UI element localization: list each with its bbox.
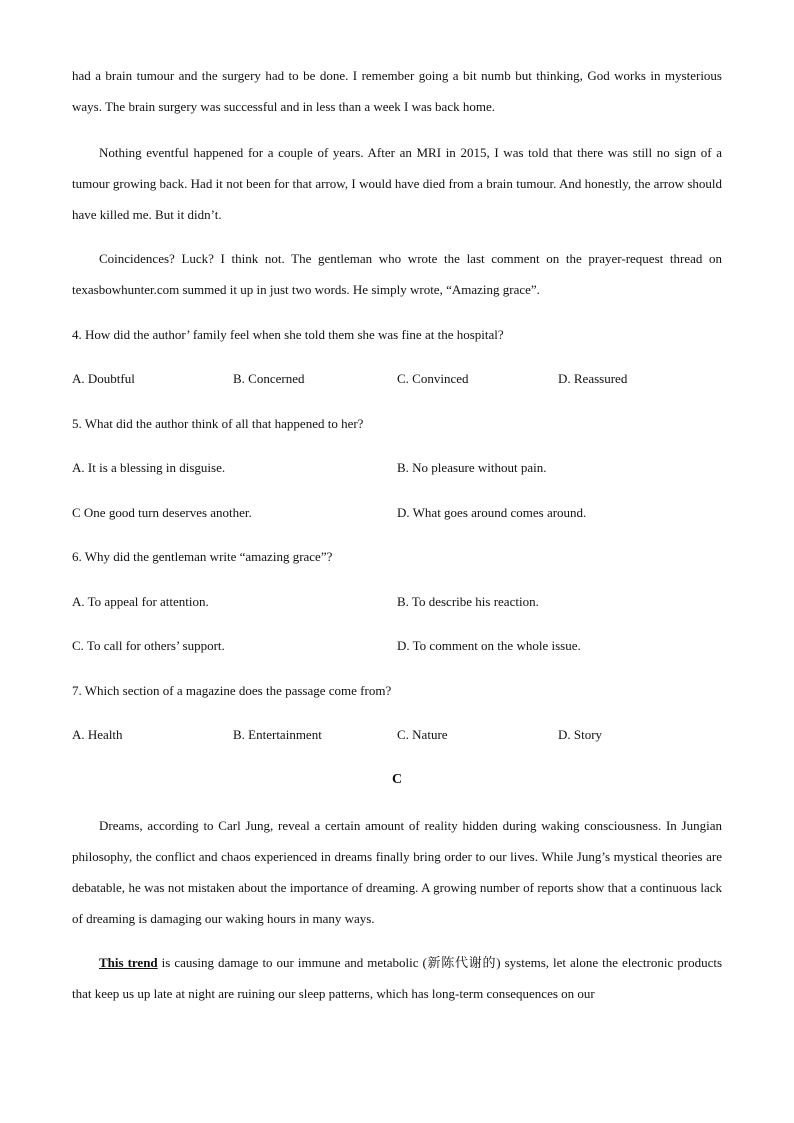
question-5-option-b[interactable]: B. No pleasure without pain. xyxy=(397,460,547,475)
question-7-option-d[interactable]: D. Story xyxy=(558,727,603,742)
section-c-heading: C xyxy=(391,772,403,787)
question-5-stem: 5. What did the author think of all that happened to her? xyxy=(72,416,364,431)
question-4-option-c[interactable]: C. Convinced xyxy=(397,371,469,386)
question-6-stem: 6. Why did the gentleman write “amazing grace”? xyxy=(72,549,333,564)
question-6-option-b[interactable]: B. To describe his reaction. xyxy=(397,594,539,609)
section-c-paragraph-2-text: is causing damage to our immune and metabolic (新陈代谢的) systems, let alone the electronic products that keep us up late at night are ruining our sleep patterns, which has long-term consequences on our xyxy=(72,955,723,1001)
passage-paragraph-3 xyxy=(72,243,722,305)
question-7-option-c[interactable]: C. Nature xyxy=(397,727,448,742)
question-7-stem: 7. Which section of a magazine does the passage come from? xyxy=(72,683,392,698)
section-c-paragraph-2 xyxy=(72,947,722,1009)
section-c-paragraph-1 xyxy=(72,810,722,934)
question-4-option-d[interactable]: D. Reassured xyxy=(558,371,628,386)
question-7-option-b[interactable]: B. Entertainment xyxy=(233,727,322,742)
section-c-paragraph-1-text: Dreams, according to Carl Jung, reveal a certain amount of reality hidden during waking consciousness. In Jungian philosophy, the conflict and chaos experienced in dreams finally bring order to our lives. While Jung’s mystical theories are debatable, he was not mistaken about the importance of dreaming. A growing number of reports show that a continuous lack of dreaming is damaging our waking hours in many ways. xyxy=(72,818,722,926)
passage-paragraph-3-text: Coincidences? Luck? I think not. The gentleman who wrote the last comment on the prayer-request thread on texasbowhunter.com summed it up in just two words. He simply wrote, “Amazing grace”. xyxy=(72,251,722,297)
passage-paragraph-2-text: Nothing eventful happened for a couple of years. After an MRI in 2015, I was told that there was still no sign of a tumour growing back. Had it not been for that arrow, I would have died from a brain tumour. And honestly, the arrow should have killed me. But it didn’t. xyxy=(72,145,722,222)
question-6-option-a[interactable]: A. To appeal for attention. xyxy=(72,594,209,609)
question-5-option-d[interactable]: D. What goes around comes around. xyxy=(397,505,587,520)
question-5-option-c[interactable]: C One good turn deserves another. xyxy=(72,505,252,520)
question-4-option-b[interactable]: B. Concerned xyxy=(233,371,305,386)
question-4-stem: 4. How did the author’ family feel when she told them she was fine at the hospital? xyxy=(72,327,504,342)
question-5-option-a[interactable]: A. It is a blessing in disguise. xyxy=(72,460,226,475)
passage-paragraph-2 xyxy=(72,137,722,230)
this-trend-underlined: This trend xyxy=(99,955,158,970)
question-4-option-a[interactable]: A. Doubtful xyxy=(72,371,135,386)
question-6-option-d[interactable]: D. To comment on the whole issue. xyxy=(397,638,581,653)
passage-paragraph-1: had a brain tumour and the surgery had to be done. I remember going a bit numb but thinking, God works in mysterious ways. The brain surgery was successful and in less than a week I was back home. xyxy=(72,68,722,114)
question-7-option-a[interactable]: A. Health xyxy=(72,727,123,742)
question-6-option-c[interactable]: C. To call for others’ support. xyxy=(72,638,225,653)
